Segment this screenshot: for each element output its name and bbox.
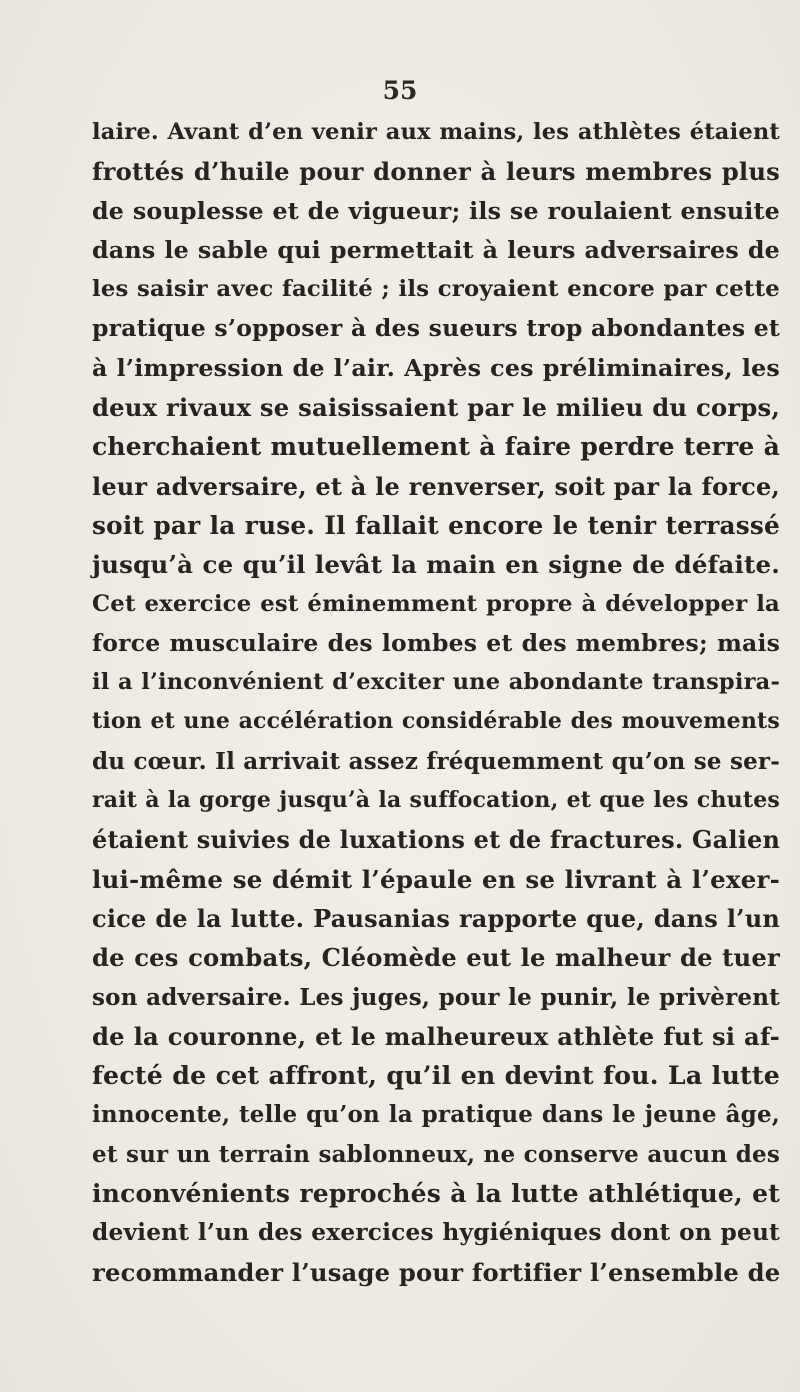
text-line: rait à la gorge jusqu’à la suffocation, et que les chutes [92, 787, 780, 814]
text-line: du cœur. Il arrivait assez fréquemment qu’on se ser- [92, 747, 780, 775]
text-line: pratique s’opposer à des sueurs trop abondantes et [92, 314, 780, 343]
page-number: 55 [382, 76, 418, 105]
text-line: étaient suivies de luxations et de fractures. Galien [92, 825, 781, 855]
text-line: de souplesse et de vigueur; ils se roulaient ensuite [92, 196, 780, 225]
text-line: et sur un terrain sablonneux, ne conserve aucun des [92, 1140, 780, 1168]
text-line: soit par la ruse. Il fallait encore le tenir terrassé [92, 510, 780, 540]
text-line: Cet exercice est éminemment propre à développer la [92, 590, 780, 617]
text-line: jusqu’à ce qu’il levât la main en signe de défaite. [92, 550, 780, 580]
body-text [92, 113, 780, 1292]
text-line: les saisir avec facilité ; ils croyaient encore par cette [92, 276, 780, 303]
text-line: fecté de cet affront, qu’il en devint fou. La lutte [92, 1060, 780, 1091]
text-line: deux rivaux se saisissaient par le milieu du corps, [92, 393, 780, 423]
text-line: devient l’un des exercices hygiéniques dont on peut [92, 1219, 780, 1247]
text-line: frottés d’huile pour donner à leurs membres plus [92, 157, 780, 187]
text-line: recommander l’usage pour fortifier l’ensemble de [92, 1257, 781, 1287]
text-line: à l’impression de l’air. Après ces préliminaires, les [92, 353, 780, 382]
text-line: lui-même se démit l’épaule en se livrant à l’exer- [92, 864, 780, 894]
text-line: tion et une accélération considérable des mouvements [92, 708, 780, 735]
text-line: laire. Avant d’en venir aux mains, les athlètes étaient [92, 119, 780, 145]
text-line: de ces combats, Cléomède eut le malheur de tuer [92, 943, 780, 973]
text-line: innocente, telle qu’on la pratique dans le jeune âge, [92, 1101, 780, 1129]
text-line: il a l’inconvénient d’exciter une abondante transpira- [92, 669, 780, 696]
text-line: inconvénients reprochés à la lutte athlétique, et [92, 1179, 780, 1209]
text-line: de la couronne, et le malheureux athlète fut si af- [92, 1021, 780, 1051]
text-line: cice de la lutte. Pausanias rapporte que, dans l’un [92, 903, 780, 933]
text-line: son adversaire. Les juges, pour le punir, le privèrent [92, 983, 780, 1011]
text-line: leur adversaire, et à le renverser, soit par la force, [92, 471, 780, 501]
text-line: dans le sable qui permettait à leurs adversaires de [92, 235, 780, 264]
text-line: cherchaient mutuellement à faire perdre terre à [92, 432, 780, 462]
text-line: force musculaire des lombes et des membres; mais [92, 628, 780, 657]
